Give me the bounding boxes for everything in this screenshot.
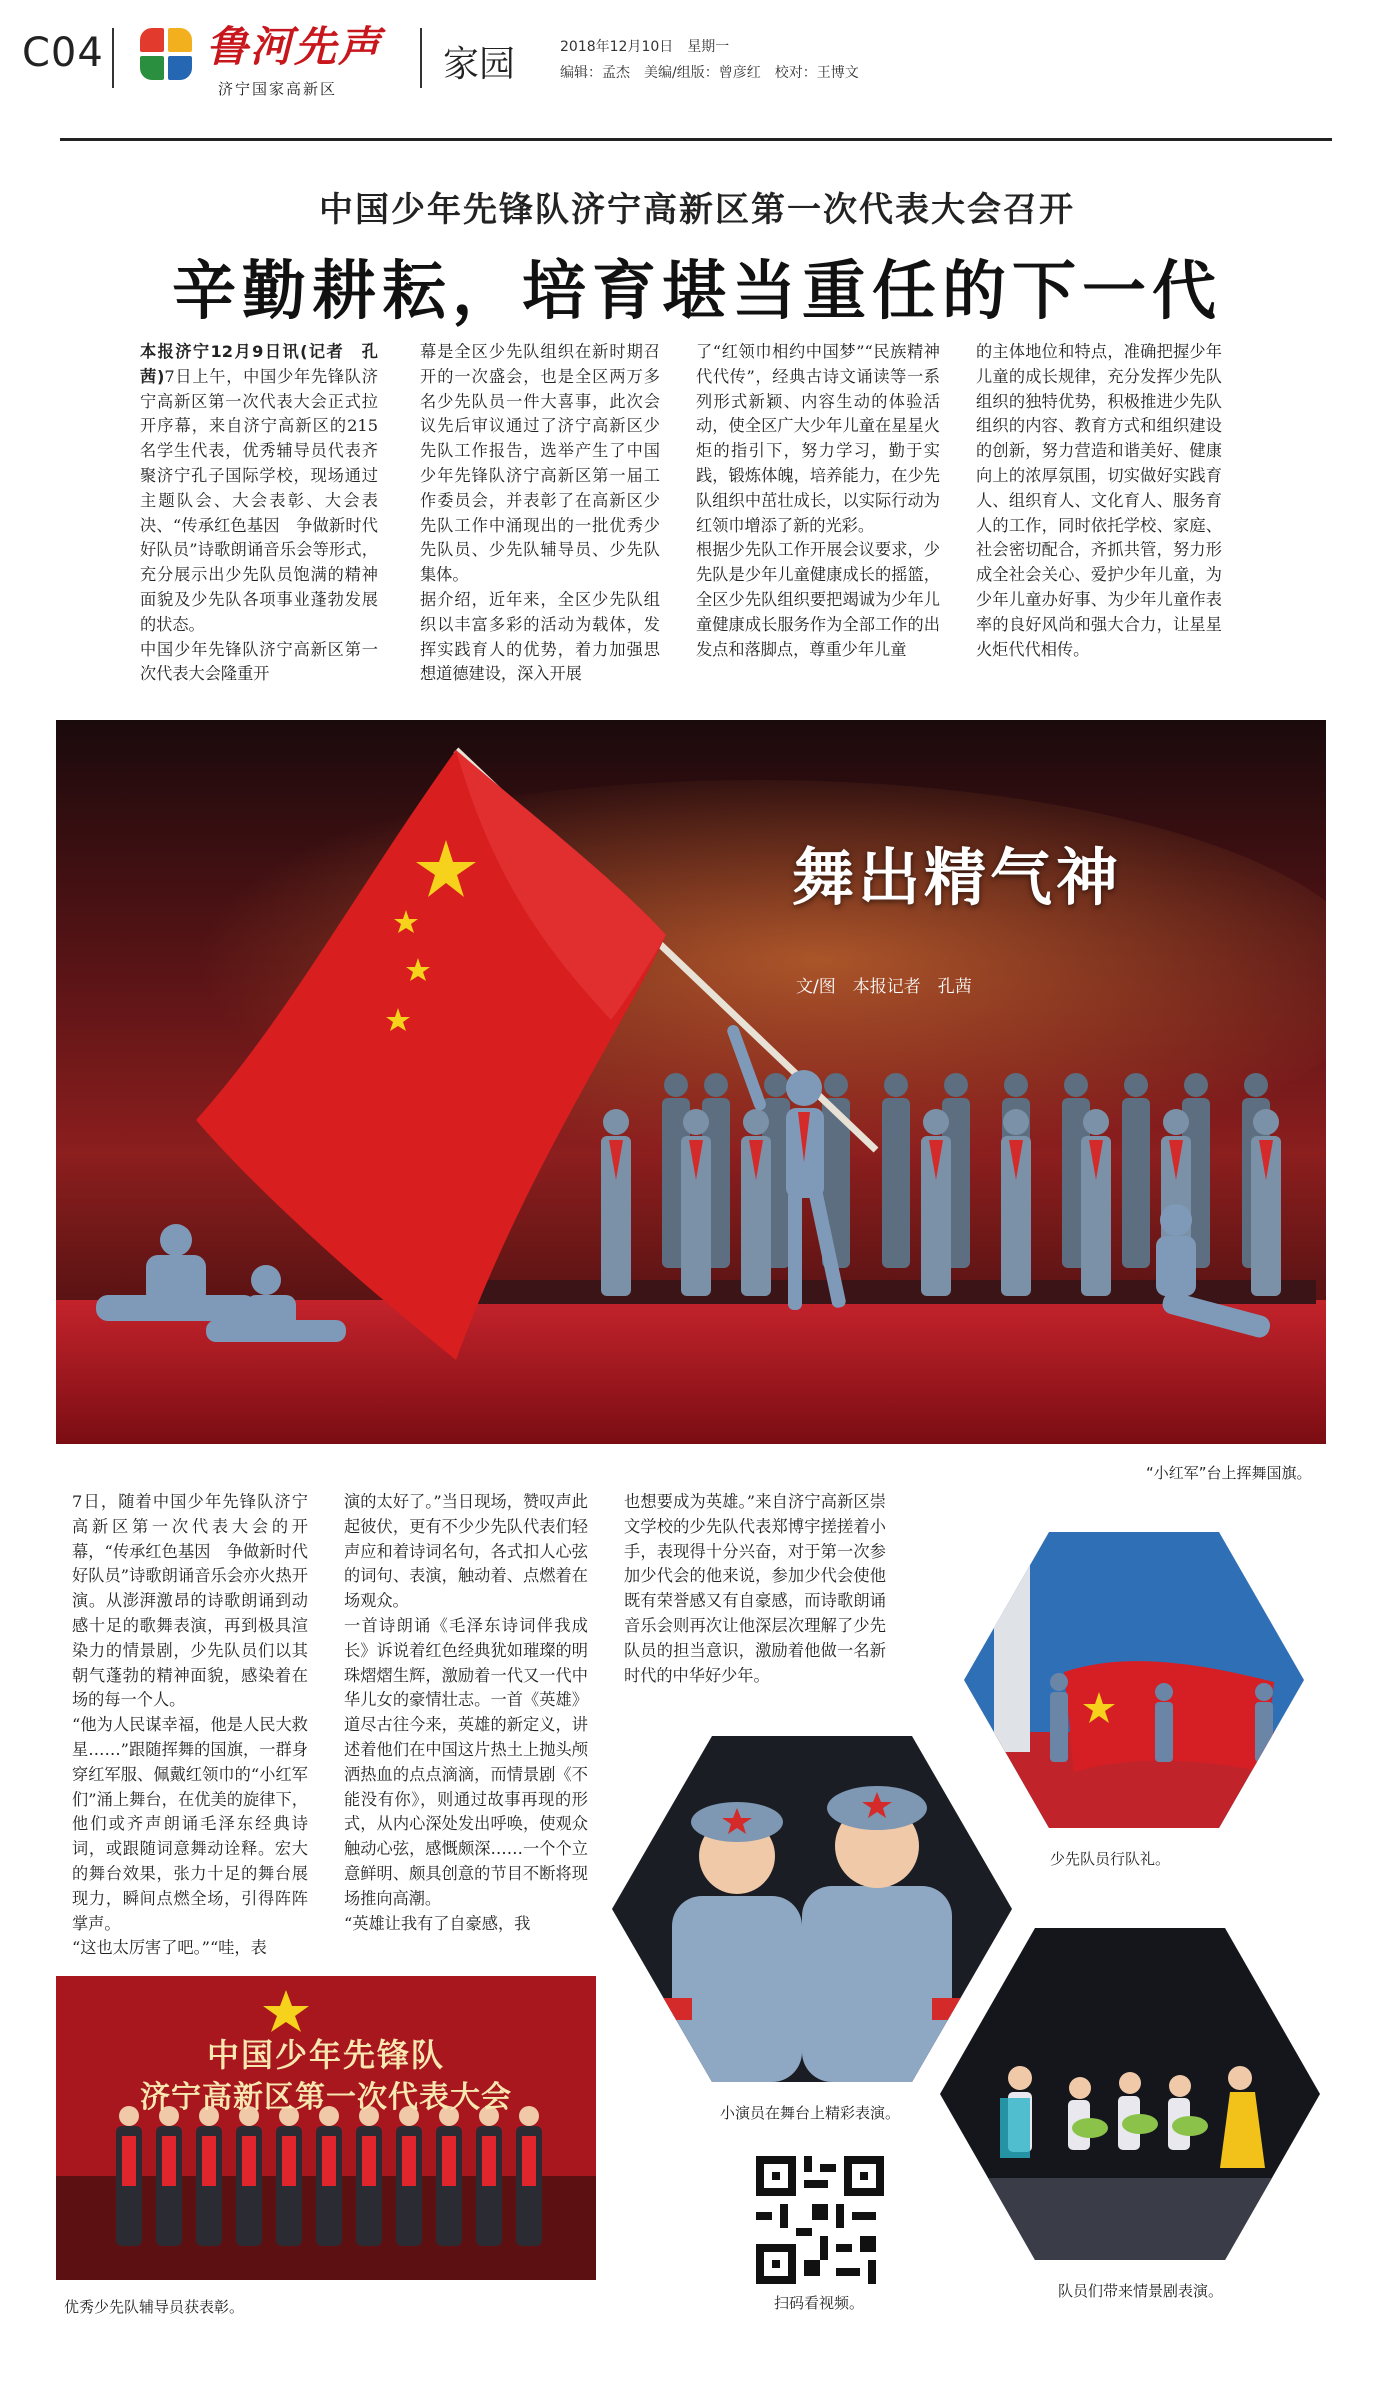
awards-illustration — [56, 1976, 596, 2280]
article-text: 7日上午，中国少年先锋队济宁高新区第一次代表大会正式拉开序幕，来自济宁高新区的215名学生代表，优秀辅导员代表齐聚济宁孔子国际学校，现场通过主题队会、大会表彰、大会表决、“传承红色基因 争做新时代好队员”诗歌朗诵音乐会等形式，充分展示出少先队员饱满的精神面貌及少先队各项事业蓬勃发展的状态。 中国少年先锋队济宁高新区第一次代表大会隆重开 — [140, 366, 378, 684]
actors-illustration — [612, 1736, 1012, 2082]
main-photo-flag-dance — [56, 720, 1326, 1444]
header-divider — [420, 28, 422, 88]
photo-counselor-awards — [56, 1976, 596, 2280]
salute-illustration — [964, 1532, 1304, 1828]
section-name: 家园 — [443, 44, 516, 85]
feature-column-3: 也想要成为英雄。”来自济宁高新区崇文学校的少先队代表郑博宇搓搓着小手，表现得十分兴奋，对于第一次参加少代会的他来说，参加少代会使他既有荣誉感又有自豪感，而诗歌朗诵音乐会则再次让他深层次理解了少先队员的担当意识，激励着他做一名新时代的中华好少年。 — [624, 1492, 886, 1685]
masthead-title: 鲁河先声 — [206, 22, 383, 71]
stage-illustration — [56, 720, 1326, 1444]
banner-line-1: 中国少年先锋队 — [206, 2036, 445, 2074]
main-photo-caption: “小红军”台上挥舞国旗。 — [1146, 1464, 1312, 1482]
photo-salute — [964, 1532, 1304, 1828]
masthead-subtitle: 济宁国家高新区 — [218, 80, 338, 98]
photo-caption-salute: 少先队员行队礼。 — [1050, 1850, 1171, 1868]
article-column-3: 了“红领巾相约中国梦”“民族精神代代传”，经典古诗文诵读等一系列形式新颖、内容生动的体验活动，使全区广大少年儿童在星星火炬的指引下，努力学习，勤于实践，锻炼体魄，培养能力，在少先队组织中茁壮成长，以实际行动为红领巾增添了新的光彩。 根据少先队工作开展会议要求，少先队是少年儿童健康成长的摇篮，全区少先队组织要把竭诚为少年儿童健康成长服务作为全部工作的出发点和落脚点，尊重少年儿童 — [696, 342, 940, 659]
photo-caption-skit: 队员们带来情景剧表演。 — [1058, 2282, 1224, 2300]
feature-column-2: 演的太好了。”当日现场，赞叹声此起彼伏，更有不少少先队代表们轻声应和着诗词名句，各式扣人心弦的词句、表演，触动着、点燃着在场观众。 一首诗朗诵《毛泽东诗词伴我成长》诉说着红色经典犹如璀璨的明珠熠熠生辉，激励着一代又一代中华儿女的豪情壮志。一首《英雄》道尽古往今来，英雄的新定义，讲述着他们在中国这片热土上抛头颅洒热血的点点滴滴，而情景剧《不能没有你》，则通过故事再现的形式，从内心深处发出呼唤，使观众触动心弦，感慨颇深……一个个立意鲜明、颇具创意的节目不断将现场推向高潮。 “英雄让我有了自豪感，我 — [344, 1492, 588, 1933]
qr-code-image — [756, 2156, 884, 2284]
article-column-1 — [140, 340, 378, 687]
banner-line-2: 济宁高新区第一次代表大会 — [140, 2080, 512, 2115]
photo-caption-awards: 优秀少先队辅导员获表彰。 — [64, 2298, 245, 2316]
article-kicker: 中国少年先锋队济宁高新区第一次代表大会召开 — [319, 190, 1075, 230]
newspaper-logo-icon — [140, 28, 192, 80]
dateline: 2018年12月10日 星期一 — [560, 39, 730, 55]
skit-illustration — [940, 1928, 1320, 2260]
page-number: C04 — [22, 30, 104, 76]
article-byline: 本报济宁12月9日讯(记者 孔茜) — [140, 342, 378, 386]
photo-skit-performance — [940, 1928, 1320, 2260]
feature-title: 舞出精气神 — [792, 841, 1123, 914]
article-column-2: 幕是全区少先队组织在新时期召开的一次盛会，也是全区两万多名少先队员一件大喜事，此次会议先后审议通过了济宁高新区少先队工作报告，选举产生了中国少年先锋队济宁高新区第一届工作委员会，并表彰了在高新区少先队工作中涌现出的一批优秀少先队员、少先队辅导员、少先队集体。 据介绍，近年来，全区少先队组织以丰富多彩的活动为载体，发挥实践育人的优势，着力加强思想道德建设，深入开展 — [420, 342, 660, 684]
qr-caption: 扫码看视频。 — [774, 2294, 865, 2312]
photo-young-actors — [612, 1736, 1012, 2082]
article-column-4: 的主体地位和特点，准确把握少年儿童的成长规律，充分发挥少先队组织的独特优势，积极推进少先队组织的内容、教育方式和组织建设的创新，努力营造和谐美好、健康向上的浓厚氛围，切实做好实践育人、组织育人、文化育人、服务育人的工作，同时依托学校、家庭、社会密切配合，齐抓共管，努力形成全社会关心、爱护少年儿童，为少年儿童办好事、为少年儿童作表率的良好风尚和强大合力，让星星火炬代代相传。 — [976, 342, 1222, 659]
feature-byline: 文/图 本报记者 孔茜 — [796, 977, 972, 997]
photo-caption-actors: 小演员在舞台上精彩表演。 — [720, 2104, 901, 2122]
editor-credits: 编辑：孟杰 美编/组版：曾彦红 校对：王博文 — [560, 65, 859, 81]
feature-column-1: 7日，随着中国少年先锋队济宁高新区第一次代表大会的开幕，“传承红色基因 争做新时代好队员”诗歌朗诵音乐会亦火热开演。从澎湃激昂的诗歌朗诵到动感十足的歌舞表演，再到极具渲染力的情景剧，少先队员们以其朝气蓬勃的精神面貌，感染着在场的每一个人。 “他为人民谋幸福，他是人民大救星……”跟随挥舞的国旗，一群身穿红军服、佩戴红领巾的“小红军们”涌上舞台，在优美的旋律下，他们或齐声朗诵毛泽东经典诗词，或跟随词意舞动诠释。宏大的舞台效果，张力十足的舞台展现力，瞬间点燃全场，引得阵阵掌声。 “这也太厉害了吧。”“哇，表 — [72, 1492, 308, 1958]
header-divider — [112, 28, 114, 88]
qr-code-icon[interactable] — [756, 2156, 884, 2284]
article-headline: 辛勤耕耘，培育堪当重任的下一代 — [172, 255, 1222, 329]
header-rule — [60, 138, 1332, 141]
